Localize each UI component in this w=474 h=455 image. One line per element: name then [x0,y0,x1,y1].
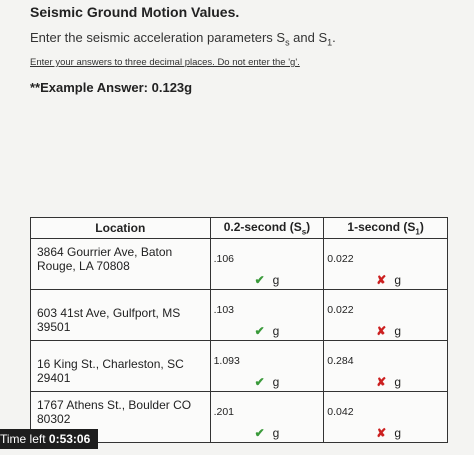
header-0-2-second: 0.2-second $(S_s)$ [210,218,324,239]
ss-answer-field[interactable]: .201 ✔ g [210,392,324,443]
time-left-badge: Time left 0:53:06 [0,429,98,449]
table-header-row [31,218,448,239]
s1-answer-field[interactable]: 0.284 ✘ g [324,341,448,392]
x-icon: ✘ [376,324,387,338]
location-cell: 3864 Gourrier Ave, Baton Rouge, LA 70808 [31,239,211,290]
header-location: Location [31,218,211,239]
header-1-second: 1-second $(S_1)$ [324,218,448,239]
instructions: Enter the seismic acceleration parameters $S_s$ and $S_1$. [30,30,336,48]
s1-answer-field[interactable]: 0.022 ✘ g [324,239,448,290]
s1-answer-field[interactable]: 0.022 ✘ g [324,290,448,341]
ss-answer-field[interactable]: 1.093 ✔ g [210,341,324,392]
x-icon: ✘ [376,426,387,440]
table-row [31,290,448,341]
location-cell: 16 King St., Charleston, SC 29401 [31,341,211,392]
check-icon: ✔ [254,324,265,338]
location-cell: 1767 Athens St., Boulder CO 80302 [31,392,211,443]
ss-answer-field[interactable]: .106 ✔ g [210,239,324,290]
example-answer: **Example Answer: 0.123g [30,80,193,95]
decimal-note: Enter your answers to three decimal places. Do not enter the 'g'. [30,57,300,68]
correct-mark: ✔ g [254,324,280,338]
correct-mark: ✔ g [254,273,280,287]
ss-answer-field[interactable]: .103 ✔ g [210,290,324,341]
x-icon: ✘ [376,273,387,287]
incorrect-mark: ✘ g [376,375,402,389]
check-icon: ✔ [254,375,265,389]
incorrect-mark: ✘ g [376,324,402,338]
check-icon: ✔ [254,426,265,440]
incorrect-mark: ✘ g [376,273,402,287]
s1-answer-field[interactable]: 0.042 ✘ g [324,392,448,443]
table-row [31,239,448,290]
incorrect-mark: ✘ g [376,426,402,440]
location-cell: 603 41st Ave, Gulfport, MS 39501 [31,290,211,341]
correct-mark: ✔ g [254,426,280,440]
table-row [31,341,448,392]
correct-mark: ✔ g [254,375,280,389]
answer-table [30,217,448,443]
x-icon: ✘ [376,375,387,389]
check-icon: ✔ [254,273,265,287]
page-title: Seismic Ground Motion Values. [30,4,240,20]
